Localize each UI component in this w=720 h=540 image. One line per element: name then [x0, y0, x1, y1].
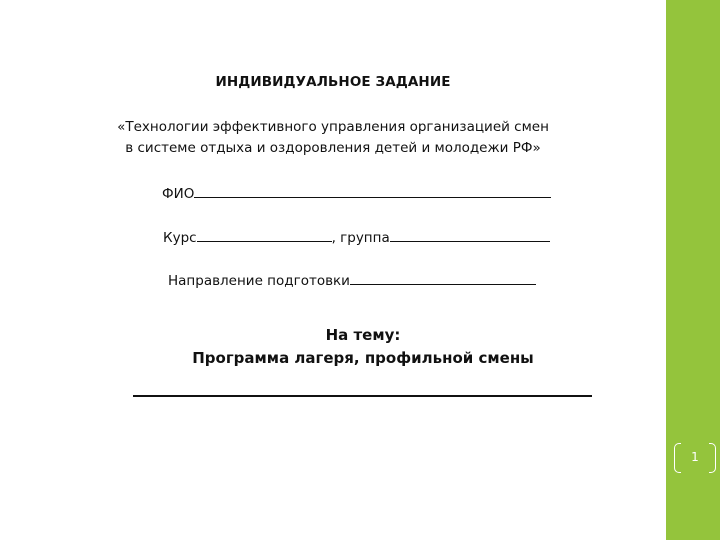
topic-text: Программа лагеря, профильной смены — [192, 349, 534, 367]
fio-field — [162, 185, 551, 202]
topic-label: На тему: — [325, 326, 401, 344]
group-label: , группа — [331, 230, 390, 246]
fio-blank-line — [194, 185, 551, 198]
fio-label: ФИО — [162, 186, 195, 202]
page-number: 1 — [691, 450, 699, 464]
page-number-badge — [674, 443, 716, 473]
subtitle-line-1: «Технологии эффективного управления организацией смен — [117, 119, 549, 135]
direction-field — [168, 272, 536, 289]
course-label: Курс — [163, 230, 197, 246]
group-blank-line — [390, 229, 550, 242]
course-group-field — [163, 229, 550, 246]
direction-label: Направление подготовки — [168, 273, 350, 289]
course-blank-line — [197, 229, 332, 242]
document-title: ИНДИВИДУАЛЬНОЕ ЗАДАНИЕ — [215, 74, 451, 90]
topic-underline — [133, 395, 592, 397]
subtitle-line-2: в системе отдыха и оздоровления детей и молодежи РФ» — [125, 140, 541, 156]
direction-blank-line — [350, 272, 536, 285]
